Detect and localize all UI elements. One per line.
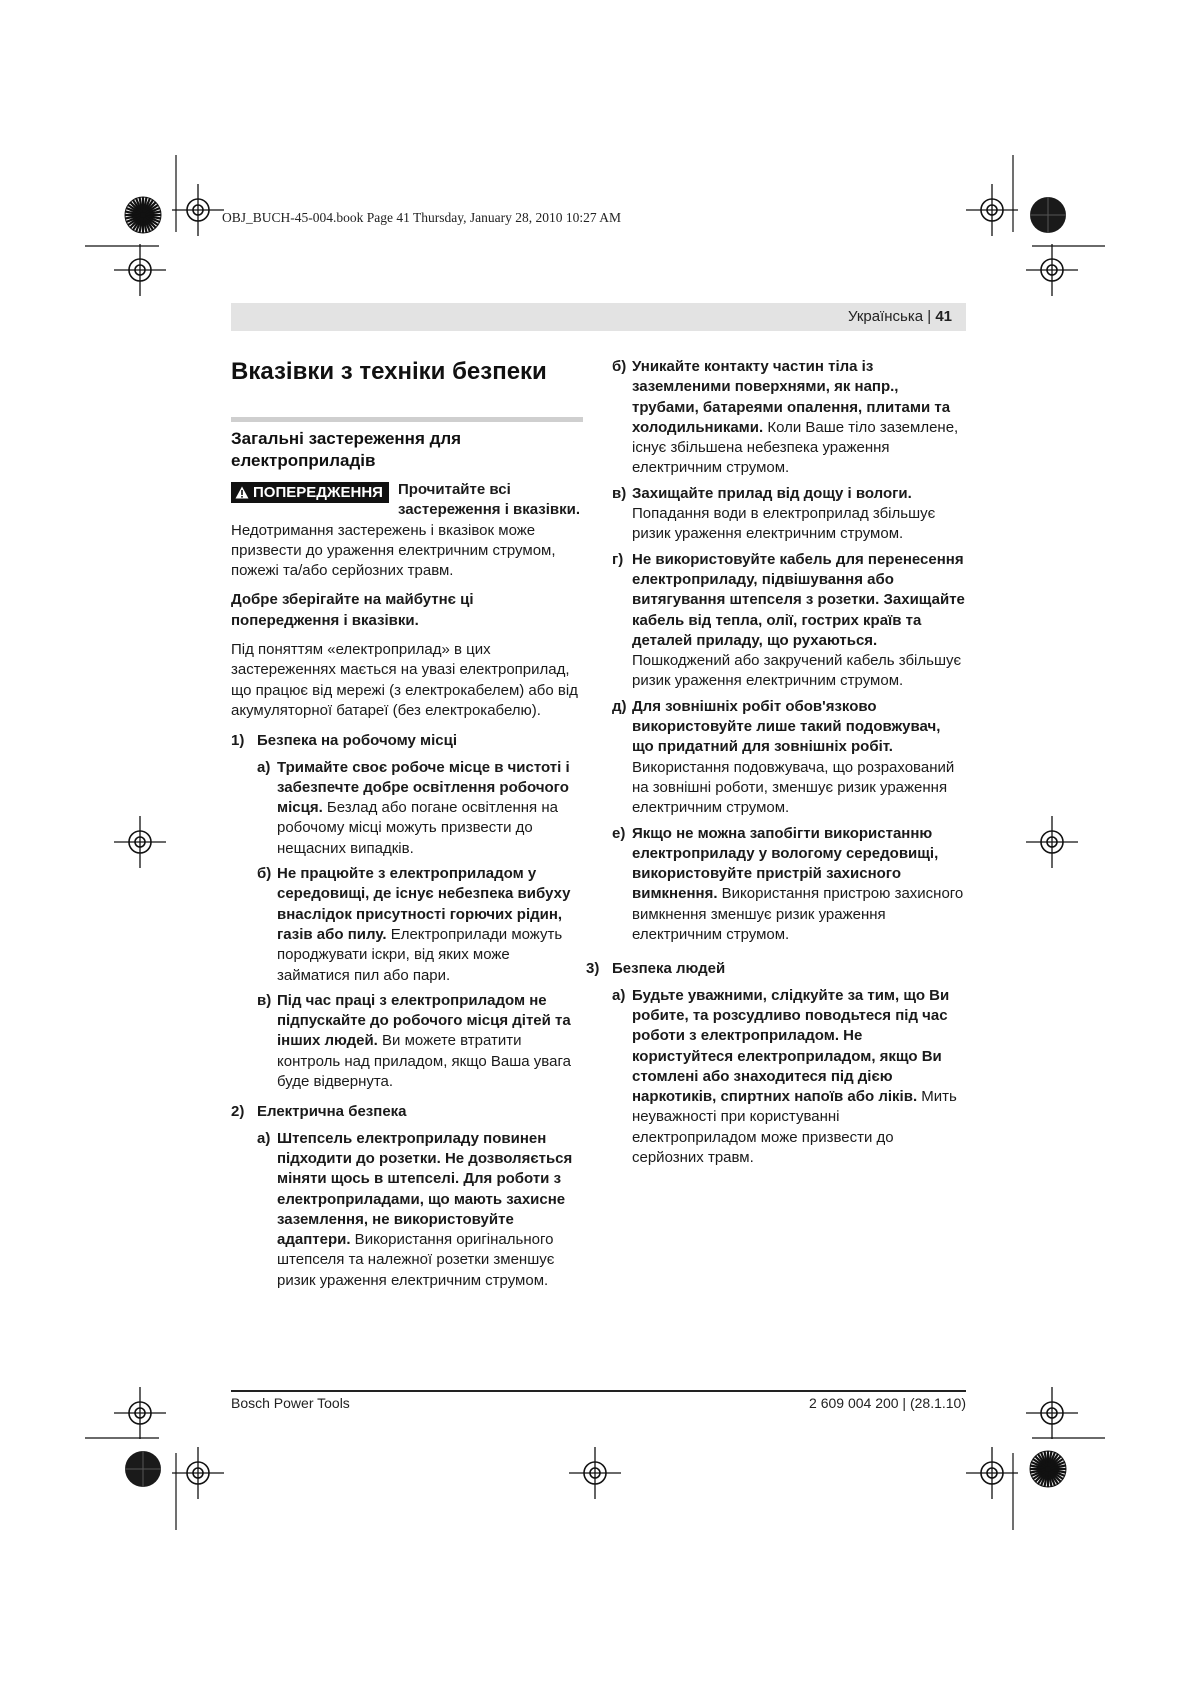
list-item xyxy=(257,758,583,859)
item-bold: Будьте уважними, слідкуйте за тим, що Ви робите, та розсудливо поводьтеся під час роботи з електроприладом. Не користуйтеся електроприладом, якщо Ви стомлені або знаходитеся під дією наркотиків, спиртних напоїв або ліків. xyxy=(632,986,950,1106)
section-heading xyxy=(231,1102,583,1122)
item-bold: Не працюйте з електроприладом у середовищі, де існує небезпека вибуху внаслідок присутності горючих рідин, газів або пилу. xyxy=(277,865,571,943)
item-label: е) xyxy=(612,824,626,842)
item-text: Ви можете втратити контроль над приладом, якщо Ваша увага буде відвернута. xyxy=(277,1032,571,1091)
section-subtitle: Загальні застереження для електроприладів xyxy=(231,429,462,470)
item-label: д) xyxy=(612,697,627,715)
item-text: Мить неуважності при користуванні електроприладом може призвести до серйозних травм. xyxy=(632,1088,957,1166)
item-body xyxy=(632,484,966,545)
item-label: а) xyxy=(257,1129,271,1147)
page-header-bar xyxy=(231,303,966,331)
item-body xyxy=(632,697,966,819)
section-title: Безпека на робочому місці xyxy=(257,732,458,750)
list-item xyxy=(612,824,966,946)
item-bold: Під час праці з електроприладом не підпускайте до робочого місця дітей та інших людей. xyxy=(277,991,571,1050)
print-slug-line: OBJ_BUCH-45-004.book Page 41 Thursday, January 28, 2010 10:27 AM xyxy=(222,210,621,225)
item-text: Електроприлади можуть породжувати іскри, від яких може займатися пил або пари. xyxy=(277,925,563,984)
item-text: Використання пристрою захисного вимкнення зменшує ризик ураження електричним струмом. xyxy=(632,885,964,944)
list-item xyxy=(257,1129,583,1291)
warning-block xyxy=(231,480,583,521)
item-label: в) xyxy=(612,484,627,502)
warning-badge-label: ПОПЕРЕДЖЕННЯ xyxy=(253,484,383,501)
section-number: 3) xyxy=(586,960,600,978)
item-bold: Для зовнішніх робіт обов'язково використовуйте лише такий подовжувач, що придатний для зовнішніх робіт. xyxy=(632,697,941,756)
item-text: Пошкоджений або закручений кабель збільшує ризик ураження електричним струмом. xyxy=(632,652,962,690)
definition-paragraph: Під поняттям «електроприлад» в цих застереженнях мається на увазі електроприлад, що працює від мережі (з електрокабелем) або від акумуляторної батареї (без електрокабелю). xyxy=(231,641,578,719)
section-title: Безпека людей xyxy=(612,960,726,978)
item-bold: Штепсель електроприладу повинен підходити до розетки. Не дозволяється міняти щось в штепселі. Для роботи з електроприладами, що мають захисне заземлення, не використовуйте адаптери. xyxy=(277,1129,573,1249)
list-item xyxy=(612,986,966,1169)
page-number: 41 xyxy=(935,308,952,325)
list-item xyxy=(257,991,583,1092)
item-text: Використання подовжувача, що розрахований на зовнішні роботи, зменшує ризик ураження електричним струмом. xyxy=(632,758,955,817)
item-body xyxy=(277,758,583,859)
item-bold: Тримайте своє робоче місце в чистоті і забезпечте добре освітлення робочого місця. xyxy=(277,758,570,817)
section-heading xyxy=(586,959,966,979)
keep-instructions: Добре зберігайте на майбутнє ці попередження і вказівки. xyxy=(231,591,474,629)
warning-triangle-icon xyxy=(235,486,249,499)
list-item xyxy=(612,697,966,819)
section-items xyxy=(231,758,583,1093)
item-bold: Захищайте прилад від дощу і вологи. xyxy=(632,484,912,502)
item-body xyxy=(277,991,583,1092)
warning-lead: Прочитайте всі застереження і вказівки. xyxy=(397,481,581,519)
footer-rule xyxy=(231,1390,966,1392)
item-label: в) xyxy=(257,991,272,1009)
item-text: Коли Ваше тіло заземлене, існує збільшена небезпека ураження електричним струмом. xyxy=(632,418,959,477)
section-items xyxy=(231,1129,583,1291)
warning-text: Недотримання застережень і вказівок може призвести до ураження електричним струмом, пожежі та/або серйозних травм. xyxy=(231,521,556,580)
item-bold: Якщо не можна запобігти використанню електроприладу у вологому середовищі, використовуйте пристрій захисного вимкнення. xyxy=(632,824,939,903)
right-column xyxy=(586,357,966,1173)
header-language: Українська xyxy=(847,308,924,325)
list-item xyxy=(257,864,583,986)
page-header-label xyxy=(848,308,952,325)
item-text: Використання оригінального штепселя та належної розетки зменшує ризик ураження електричним струмом. xyxy=(277,1231,555,1289)
list-item xyxy=(612,484,966,545)
item-body xyxy=(632,986,966,1169)
footer-brand: Bosch Power Tools xyxy=(231,1395,350,1411)
footer-document-code: 2 609 004 200 | (28.1.10) xyxy=(809,1395,966,1411)
item-body xyxy=(632,357,966,479)
item-label: а) xyxy=(612,986,626,1004)
list-item xyxy=(612,357,966,479)
section-divider xyxy=(231,417,583,422)
item-body xyxy=(632,550,966,692)
section-number: 2) xyxy=(231,1103,245,1121)
item-label: г) xyxy=(612,550,624,568)
item-text: Попадання води в електроприлад збільшує ризик ураження електричним струмом. xyxy=(632,505,936,543)
list-item xyxy=(612,550,966,692)
item-body xyxy=(277,864,583,986)
item-body xyxy=(632,824,966,946)
section-number: 1) xyxy=(231,732,245,750)
item-label: а) xyxy=(257,758,271,776)
item-body xyxy=(277,1129,583,1291)
header-separator: | xyxy=(923,308,936,325)
warning-badge xyxy=(231,482,389,503)
item-bold: Уникайте контакту частин тіла із заземленими поверхнями, як напр., трубами, батареями опалення, плитами та холодильниками. xyxy=(632,358,951,436)
item-label: б) xyxy=(612,358,627,375)
item-bold: Не використовуйте кабель для перенесення електроприладу, підвішування або витягування штепселя з розетки. Захищайте кабель від тепла, олії, гострих країв та деталей приладу, що рухаються. xyxy=(632,550,965,649)
left-column xyxy=(231,357,583,1296)
item-label: б) xyxy=(257,865,272,883)
item-text: Безлад або погане освітлення на робочому місці можуть призвести до нещасних випадків. xyxy=(277,799,558,857)
page-title: Вказівки з техніки безпеки xyxy=(231,358,547,385)
section-title: Електрична безпека xyxy=(257,1103,407,1121)
section-heading xyxy=(231,731,583,751)
